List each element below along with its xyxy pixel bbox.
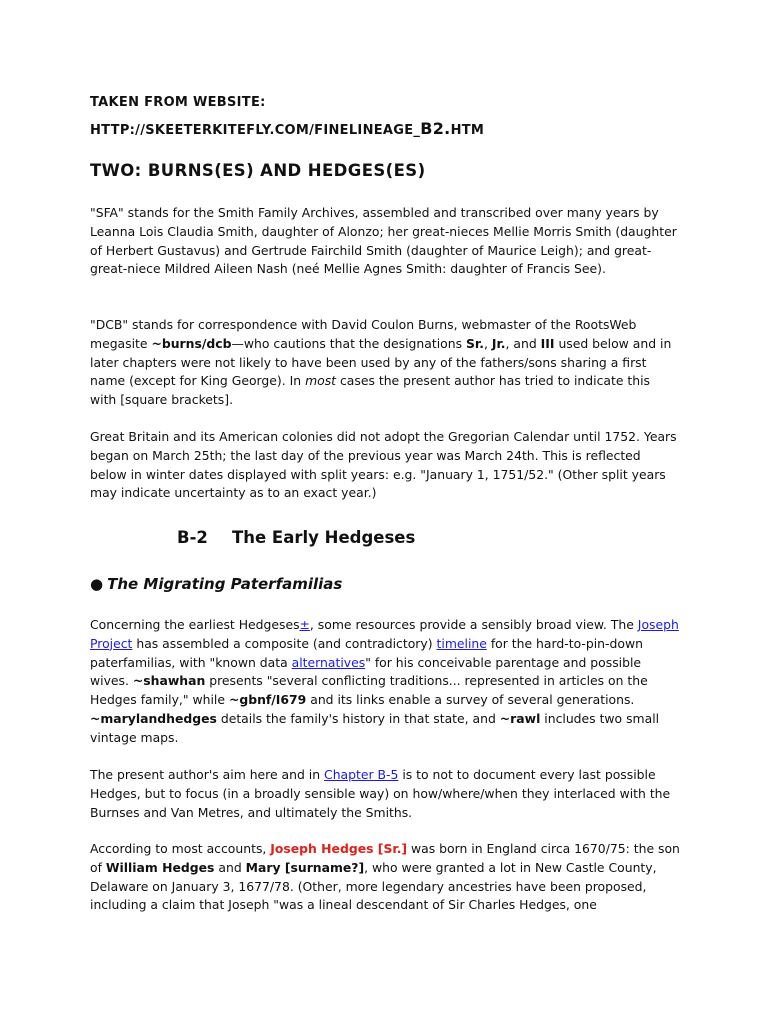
chapter-b5-link[interactable]: Chapter B-5 bbox=[324, 767, 399, 782]
source-url: HTTP://SKEETERKITEFLY.COM/FINELINEAGE_B2.HTM bbox=[90, 119, 485, 138]
calendar-paragraph: Great Britain and its American colonies did not adopt the Gregorian Calendar until 1752. Years began on March 25th; the last day of the previous year was March 24th. This is reflected below in winter dates displayed with split years: e.g. "January 1, 1751/52." (Other split years may indicate uncertainty as to an exact year.) bbox=[90, 429, 677, 501]
author-aim-paragraph: The present author's aim here and in Chapter B-5 is to not to document every last possible Hedges, but to focus (in a broadly sensible way) on how/where/when they interlaced with the Burnses and Van Metres, and ultimately the Smiths. bbox=[90, 767, 671, 820]
subsection-heading: ● The Migrating Paterfamilias bbox=[90, 575, 343, 593]
joseph-hedges-name: Joseph Hedges [Sr.] bbox=[270, 841, 408, 856]
sfa-paragraph: "SFA" stands for the Smith Family Archives, assembled and transcribed over many years by Leanna Lois Claudia Smith, daughter of Alonzo; her great-nieces Mellie Morris Smith (daughter of Herbert Gustavus) and Gertrude Fairchild Smith (daughter of Maurice Leigh); and great-great-niece Mildred Aileen Nash (neé Mellie Agnes Smith: daughter of Francis See). bbox=[90, 205, 677, 277]
earliest-hedgeses-paragraph: Concerning the earliest Hedgeses±, some resources provide a sensibly broad view. The Joseph Project has assembled a composite (and contradictory) timeline for the hard-to-pin-down paterfamilias, with "known data alternatives" for his conceivable parentage and possible wives. ~shawhan presents "several conflicting traditions... represented in articles on the Hedges family," while ~gbnf/I679 and its links enable a survey of several generations. ~marylandhedges details the family's history in that state, and ~rawl includes two small vintage maps. bbox=[90, 617, 679, 745]
joseph-hedges-paragraph: According to most accounts, Joseph Hedges [Sr.] was born in England circa 1670/75: the son of William Hedges and Mary [surname?], who were granted a lot in New Castle County, Delaware on January 3, 1677/78. (Other, more legendary ancestries have been proposed, including a claim that Joseph "was a lineal descendant of Sir Charles Hedges, one bbox=[90, 841, 680, 913]
chapter-title: TWO: BURNS(ES) AND HEDGES(ES) bbox=[90, 161, 426, 180]
timeline-link[interactable]: timeline bbox=[436, 635, 487, 651]
bullet-icon: ● bbox=[90, 575, 104, 593]
plusminus-link[interactable]: ± bbox=[299, 617, 310, 632]
section-heading: B-2 The Early Hedgeses bbox=[177, 528, 416, 547]
source-label: TAKEN FROM WEBSITE: bbox=[90, 95, 266, 110]
alternatives-link[interactable]: alternatives bbox=[291, 654, 366, 670]
joseph-project-link[interactable]: Joseph Project bbox=[90, 617, 679, 651]
dcb-paragraph: "DCB" stands for correspondence with David Coulon Burns, webmaster of the RootsWeb megasite ~burns/dcb—who cautions that the designations Sr., Jr., and III used below and in later chapters were not likely to have been used by any of the fathers/sons sharing a first name (except for King George). In most cases the present author has tried to indicate this with [square brackets]. bbox=[90, 317, 672, 408]
